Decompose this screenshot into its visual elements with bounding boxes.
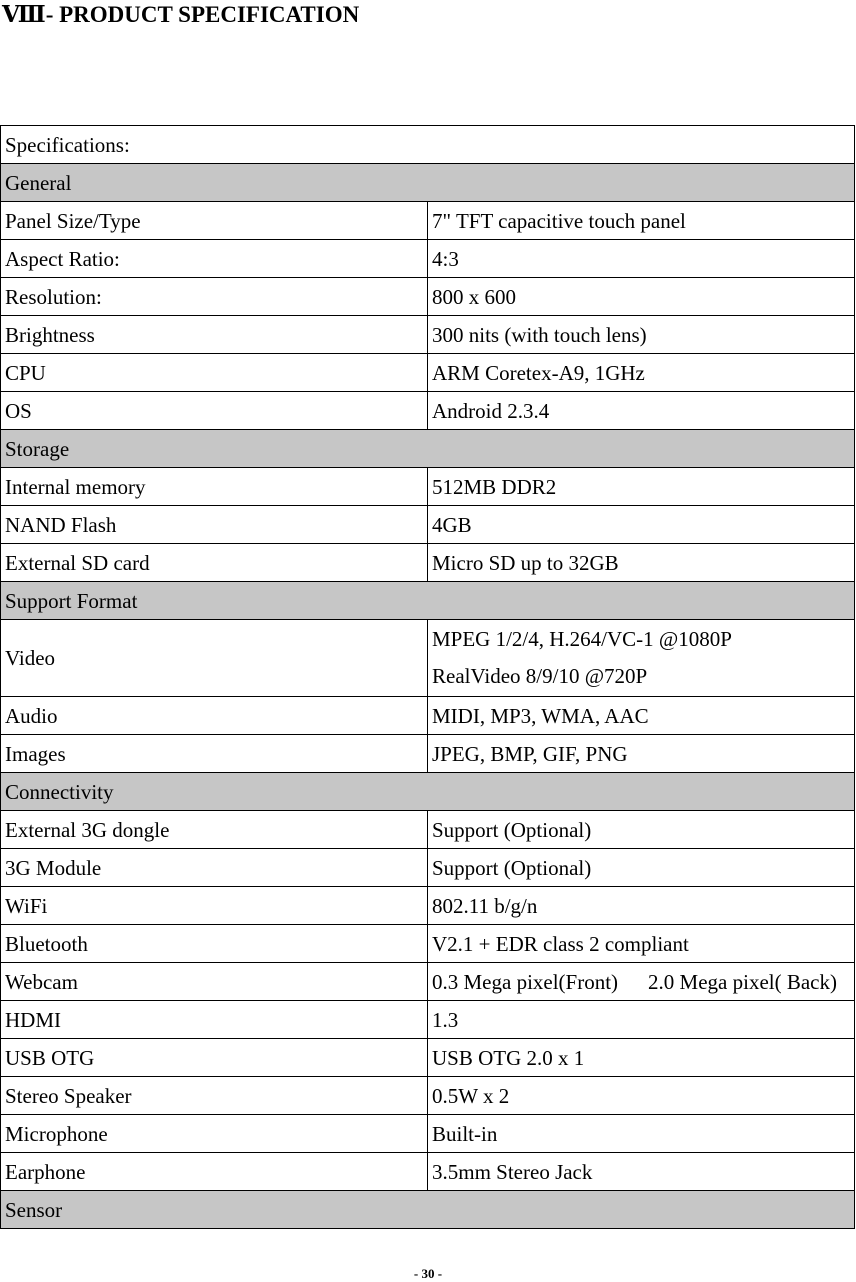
spec-key: Internal memory xyxy=(1,468,428,506)
table-row xyxy=(1,1153,855,1191)
webcam-back: 2.0 Mega pixel( Back) xyxy=(648,969,837,994)
table-row xyxy=(1,811,855,849)
table-row xyxy=(1,544,855,582)
section-label: Connectivity xyxy=(1,773,855,811)
table-row xyxy=(1,392,855,430)
spec-key: Microphone xyxy=(1,1115,428,1153)
spec-value: MIDI, MP3, WMA, AAC xyxy=(428,697,855,735)
spec-key: External SD card xyxy=(1,544,428,582)
specification-table xyxy=(0,125,855,1229)
spec-key: USB OTG xyxy=(1,1039,428,1077)
spec-key: 3G Module xyxy=(1,849,428,887)
spec-value: USB OTG 2.0 x 1 xyxy=(428,1039,855,1077)
table-row xyxy=(1,354,855,392)
spec-key: Images xyxy=(1,735,428,773)
table-row xyxy=(1,1115,855,1153)
spec-value: 3.5mm Stereo Jack xyxy=(428,1153,855,1191)
spec-value: 512MB DDR2 xyxy=(428,468,855,506)
table-row xyxy=(1,849,855,887)
section-row-sensor xyxy=(1,1191,855,1229)
spec-key: Brightness xyxy=(1,316,428,354)
section-row-storage xyxy=(1,430,855,468)
table-row xyxy=(1,278,855,316)
table-row xyxy=(1,202,855,240)
spec-value: Micro SD up to 32GB xyxy=(428,544,855,582)
table-heading: Specifications: xyxy=(1,126,855,164)
table-row xyxy=(1,887,855,925)
spec-key: Bluetooth xyxy=(1,925,428,963)
spec-key: External 3G dongle xyxy=(1,811,428,849)
table-row xyxy=(1,468,855,506)
spec-key: HDMI xyxy=(1,1001,428,1039)
section-label: Storage xyxy=(1,430,855,468)
table-row xyxy=(1,1001,855,1039)
section-label: Support Format xyxy=(1,582,855,620)
spec-key: CPU xyxy=(1,354,428,392)
section-row-format xyxy=(1,582,855,620)
table-row xyxy=(1,1039,855,1077)
spec-value: 800 x 600 xyxy=(428,278,855,316)
spec-value: Built-in xyxy=(428,1115,855,1153)
section-title: Ⅷ- PRODUCT SPECIFICATION xyxy=(2,2,360,27)
spec-value: 802.11 b/g/n xyxy=(428,887,855,925)
spec-key: Webcam xyxy=(1,963,428,1001)
spec-key: Stereo Speaker xyxy=(1,1077,428,1115)
spec-key: Panel Size/Type xyxy=(1,202,428,240)
table-row xyxy=(1,925,855,963)
spec-key: Earphone xyxy=(1,1153,428,1191)
table-row xyxy=(1,620,855,697)
table-heading-row xyxy=(1,126,855,164)
spec-key: Aspect Ratio: xyxy=(1,240,428,278)
spec-value: ARM Coretex-A9, 1GHz xyxy=(428,354,855,392)
spec-value: 7" TFT capacitive touch panel xyxy=(428,202,855,240)
spec-key: Video xyxy=(1,620,428,697)
section-row-general xyxy=(1,164,855,202)
spec-key: OS xyxy=(1,392,428,430)
table-row xyxy=(1,506,855,544)
table-row xyxy=(1,1077,855,1115)
spec-value: Support (Optional) xyxy=(428,811,855,849)
video-format-line-2: RealVideo 8/9/10 @720P xyxy=(432,664,648,688)
table-row xyxy=(1,316,855,354)
table-row xyxy=(1,697,855,735)
table-row xyxy=(1,963,855,1001)
table-row xyxy=(1,735,855,773)
table-row xyxy=(1,240,855,278)
spec-value: JPEG, BMP, GIF, PNG xyxy=(428,735,855,773)
spec-key: Resolution: xyxy=(1,278,428,316)
spec-value: 300 nits (with touch lens) xyxy=(428,316,855,354)
spec-key: WiFi xyxy=(1,887,428,925)
spec-key: NAND Flash xyxy=(1,506,428,544)
spec-value xyxy=(428,620,855,697)
spec-key: Audio xyxy=(1,697,428,735)
spec-value: 0.5W x 2 xyxy=(428,1077,855,1115)
section-label: Sensor xyxy=(1,1191,855,1229)
spec-value: Support (Optional) xyxy=(428,849,855,887)
page-number: - 30 - xyxy=(413,1266,443,1281)
webcam-front: 0.3 Mega pixel(Front) xyxy=(432,969,619,994)
section-label: General xyxy=(1,164,855,202)
spec-value xyxy=(428,963,855,1001)
video-format-line-1: MPEG 1/2/4, H.264/VC-1 @1080P xyxy=(432,627,732,651)
spec-value: Android 2.3.4 xyxy=(428,392,855,430)
spec-value: 4:3 xyxy=(428,240,855,278)
spec-value: V2.1 + EDR class 2 compliant xyxy=(428,925,855,963)
section-row-connectivity xyxy=(1,773,855,811)
spec-value: 4GB xyxy=(428,506,855,544)
spec-value: 1.3 xyxy=(428,1001,855,1039)
